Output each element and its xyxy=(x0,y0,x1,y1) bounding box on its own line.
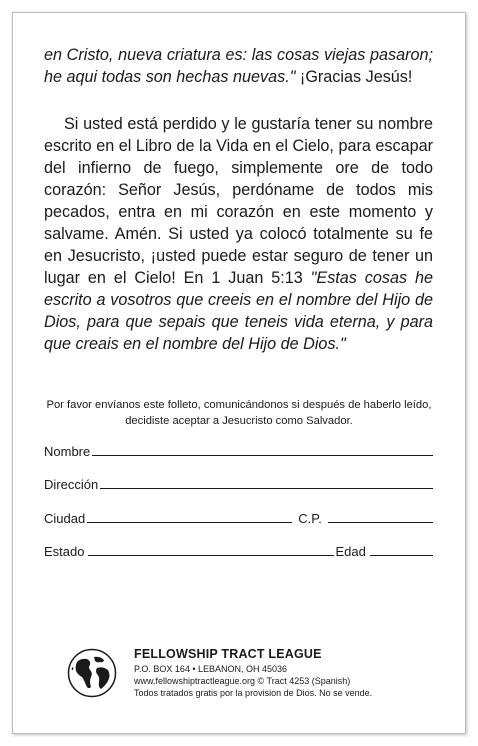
form-row-nombre xyxy=(44,441,433,459)
form-row-estado xyxy=(44,541,433,559)
estado-label: Estado xyxy=(44,544,85,559)
direccion-field[interactable] xyxy=(100,488,433,489)
thanks-text: ¡Gracias Jesús! xyxy=(295,68,413,86)
edad-label: Edad xyxy=(335,544,366,559)
nombre-field[interactable] xyxy=(92,455,433,456)
direccion-label: Dirección xyxy=(44,477,99,492)
return-notice: Por favor envíanos este folleto, comunicándonos si después de haberlo leído, decidiste aceptar a Jesucristo como Salvador. xyxy=(46,399,432,427)
org-address: P.O. BOX 164 • LEBANON, OH 45036 xyxy=(134,664,288,674)
paragraph-salvation xyxy=(44,113,433,355)
org-name: FELLOWSHIP TRACT LEAGUE xyxy=(134,647,322,661)
ciudad-label: Ciudad xyxy=(44,511,86,526)
scripture-quote-continued: en Cristo, nueva criatura es: las cosas viejas pasaron; he aqui todas son hechas nuevas." xyxy=(44,46,433,86)
ciudad-field[interactable] xyxy=(87,522,292,523)
scripture-quote-1john: "Estas cosas he escrito a vosotros que creeis en el nombre del Hijo de Dios, para que sepais que teneis vida eterna, y para que creais en el nombre del Hijo de Dios." xyxy=(44,269,433,353)
form-row-ciudad xyxy=(44,508,433,526)
globe-logo-icon xyxy=(67,648,117,698)
cp-field[interactable] xyxy=(328,522,433,523)
salvation-text: Si usted está perdido y le gustaría tener su nombre escrito en el Libro de la Vida en el Cielo, para escapar del infierno de fuego, simplemente ore de todo corazón: Señor Jesús, perdóname de todos mis pecados, entra en mi corazón en este momento y salvame. Amén. Si usted ya colocó totalmente su fe en Jesucristo, ¡usted puede estar seguro de tener un lugar en el Cielo! En 1 Juan 5:13 xyxy=(44,115,433,287)
org-website: www.fellowshiptractleague.org © Tract 4253 (Spanish) xyxy=(134,676,351,686)
nombre-label: Nombre xyxy=(44,444,91,459)
edad-field[interactable] xyxy=(370,555,433,556)
paragraph-scripture-end xyxy=(44,44,433,88)
estado-field[interactable] xyxy=(88,555,334,556)
form-row-direccion xyxy=(44,474,433,492)
cp-label: C.P. xyxy=(298,511,322,526)
free-tract-note: Todos tratados gratis por la provision de Dios. No se vende. xyxy=(134,688,373,698)
